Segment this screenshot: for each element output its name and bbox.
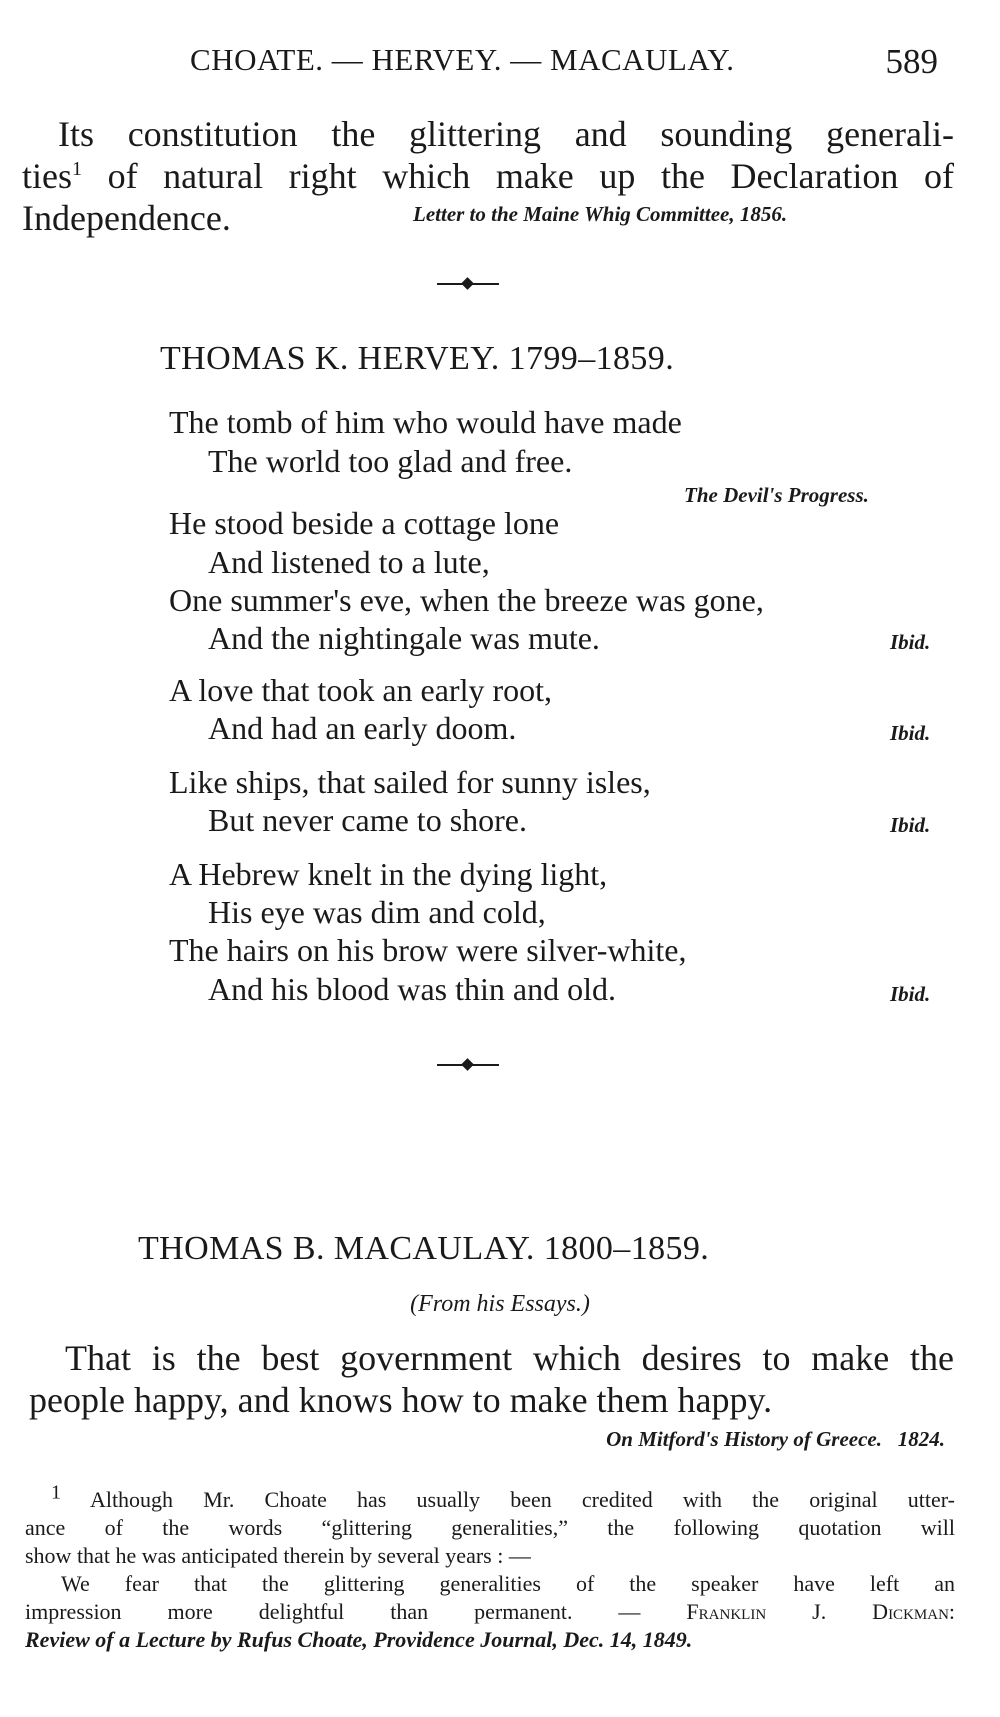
- verse-citation: Ibid.: [890, 630, 931, 654]
- verse-line: And the nightingale was mute.: [208, 620, 600, 656]
- footnote-mark: 1: [51, 1481, 61, 1504]
- verse-citation: Ibid.: [890, 813, 931, 837]
- verse-line: He stood beside a cottage lone: [169, 505, 560, 541]
- macaulay-line-1: That is the best government which desires to make the: [65, 1338, 954, 1378]
- verse-line: One summer's eve, when the breeze was gone,: [169, 582, 764, 618]
- verse-citation: Ibid.: [890, 982, 931, 1006]
- verse-line: A love that took an early root,: [169, 672, 553, 708]
- verse-line: His eye was dim and cold,: [208, 894, 546, 930]
- verse-line: And his blood was thin and old.: [208, 971, 616, 1007]
- macaulay-quote: [29, 1337, 954, 1421]
- choate-citation: Letter to the Maine Whig Committee, 1856.: [413, 202, 788, 226]
- hervey-heading: THOMAS K. HERVEY. 1799–1859.: [160, 340, 675, 377]
- verse-line: The tomb of him who would have made: [169, 404, 682, 440]
- verse-line: But never came to shore.: [208, 802, 527, 838]
- verse-line: And listened to a lute,: [208, 544, 490, 580]
- verse-citation: The Devil's Progress.: [684, 483, 869, 507]
- footnote: 1 Although Mr. Choate has usually been credited with the original utter- ance of the words “glittering generalities,” the following quotation will show that he was anticipated therein by several years : — We fear that the glittering generalities of the speaker have left an impression more delightful than permanent. — Franklin J. Dickman: Review of a Lecture by Rufus Choate, Providence Journal, Dec. 14, 1849.: [25, 1481, 956, 1652]
- section-ornament: [437, 279, 499, 289]
- footnote-source: Review of a Lecture by Rufus Choate, Providence Journal, Dec. 14, 1849.: [25, 1627, 693, 1652]
- verse-line: The hairs on his brow were silver-white,: [169, 932, 687, 968]
- verse-line: Like ships, that sailed for sunny isles,: [169, 764, 651, 800]
- footnote-ref: 1: [72, 158, 82, 180]
- macaulay-citation: On Mitford's History of Greece. 1824.: [606, 1427, 945, 1451]
- running-head: CHOATE. — HERVEY. — MACAULAY.: [190, 42, 735, 77]
- verse-line: The world too glad and free.: [208, 443, 573, 479]
- macaulay-heading: THOMAS B. MACAULAY. 1800–1859.: [138, 1230, 710, 1267]
- macaulay-subheading: (From his Essays.): [410, 1291, 590, 1317]
- page-number: 589: [885, 42, 938, 81]
- verse-citation: Ibid.: [890, 721, 931, 745]
- macaulay-line-2: people happy, and knows how to make them happy.: [29, 1380, 773, 1420]
- choate-line-1: Its constitution the glittering and sounding generali-: [58, 114, 954, 154]
- verse-line: And had an early doom.: [208, 710, 517, 746]
- verse-line: A Hebrew knelt in the dying light,: [169, 856, 608, 892]
- choate-line-3: Independence.: [22, 198, 231, 238]
- section-ornament: [437, 1060, 499, 1070]
- footnote-author: Franklin J. Dickman:: [686, 1599, 956, 1624]
- choate-line-2: ties$^1$ of natural right which make up the Declaration of: [22, 156, 954, 196]
